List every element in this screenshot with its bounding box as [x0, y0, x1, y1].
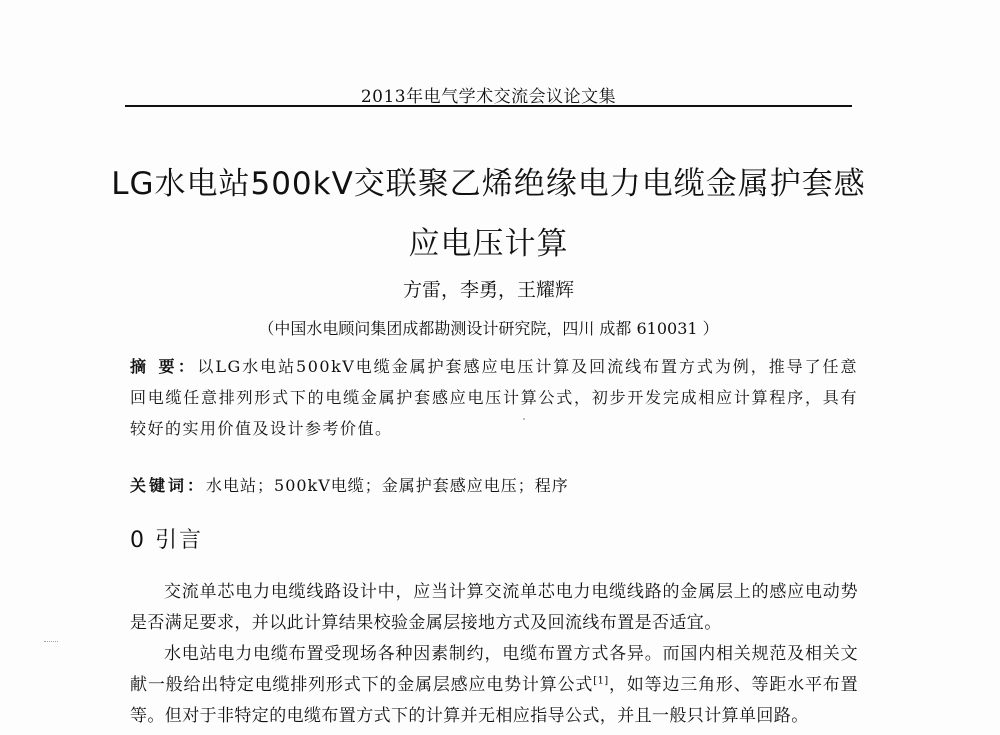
body-paragraph-2 [130, 639, 858, 732]
abstract-block [130, 351, 858, 444]
keywords-label: 关键词： [130, 476, 207, 495]
introduction-body [130, 577, 858, 732]
citation-reference: [1] [593, 675, 609, 687]
keywords-text: 水电站；500kV电缆；金属护套感应电压；程序 [206, 476, 569, 495]
scan-dot-artifact [523, 418, 525, 420]
paragraph-2-before-citation: 水电站电力电缆布置受现场各种因素制约，电缆布置方式各异。而国内相关规范及相关文献一般给出特定电缆排列形式下的金属层感应电势计算公式 [130, 644, 858, 695]
running-header: 2013年电气学术交流会议论文集 [360, 87, 617, 107]
paper-title-line-1: LG水电站500kV交联聚乙烯绝缘电力电缆金属护套感 [111, 166, 866, 202]
abstract-text: 以LG水电站500kV电缆金属护套感应电压计算及回流线布置方式为例，推导了任意回电缆任意排列形式下的电缆金属护套感应电压计算公式，初步开发完成相应计算程序，具有较好的实用价值及设计参考价值。 [130, 357, 858, 438]
body-paragraph-1: 交流单芯电力电缆线路设计中，应当计算交流单芯电力电缆线路的金属层上的感应电动势是否满足要求，并以此计算结果校验金属层接地方式及回流线布置是否适宜。 [130, 582, 858, 633]
header-rule [125, 105, 852, 107]
keywords-block [130, 473, 858, 496]
author-affiliation: （中国水电顾问集团成都勘测设计研究院，四川 成都 610031 ） [258, 319, 719, 338]
paper-title-line-2: 应电压计算 [408, 226, 569, 262]
abstract-label: 摘 要： [130, 357, 198, 376]
section-heading-introduction: 0 引言 [130, 528, 203, 553]
scan-artifact [44, 641, 58, 643]
author-list: 方雷，李勇，王耀辉 [402, 279, 574, 301]
paragraph-2-after-citation: ，如等边三角形、等距水平布置等。但对于非特定的电缆布置方式下的计算并无相应指导公式，并且一般只计算单回路。 [130, 675, 858, 726]
